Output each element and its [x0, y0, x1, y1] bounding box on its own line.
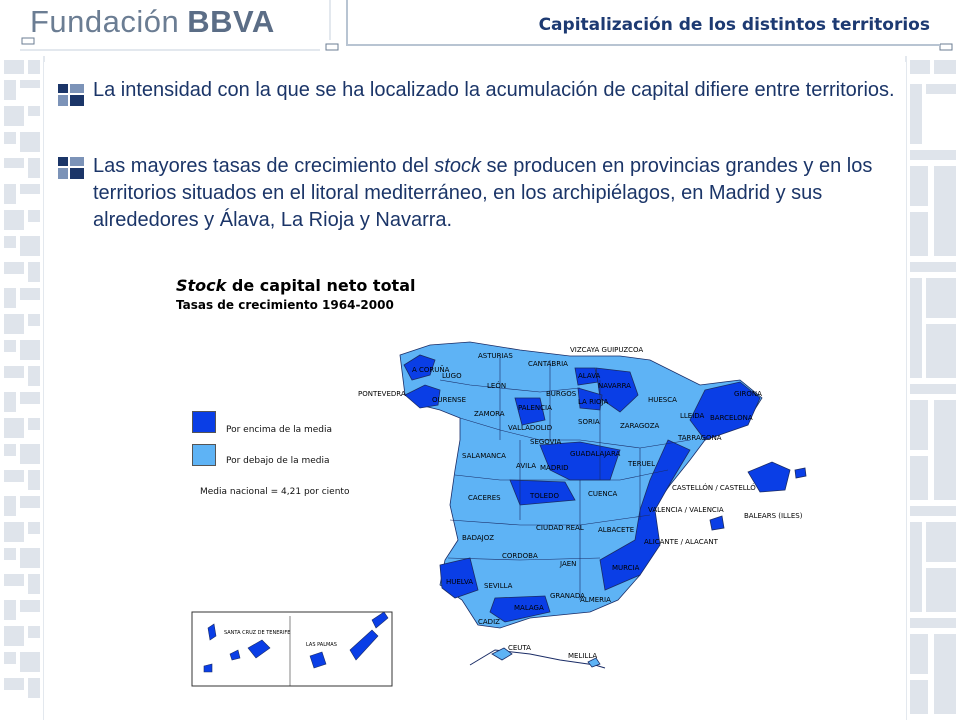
label-malaga: MALAGA [514, 604, 544, 612]
label-caceres: CACERES [468, 494, 501, 502]
label-lleida: LLEIDA [680, 412, 705, 420]
island-la-palma [208, 624, 216, 640]
label-zamora: ZAMORA [474, 410, 505, 418]
label-zaragoza: ZARAGOZA [620, 422, 660, 430]
label-alava: ALAVA [578, 372, 601, 380]
label-huesca: HUESCA [648, 396, 677, 404]
bullet-text-1: La intensidad con la que se ha localizado la acumulación de capital difiere entre territorios. [93, 79, 895, 101]
label-valencia: VALENCIA / VALENCIA [648, 506, 724, 514]
bullet-text-2-before: Las mayores tasas de crecimiento del [93, 155, 435, 177]
label-albacete: ALBACETE [598, 526, 635, 534]
island-ibiza [710, 516, 724, 530]
label-lugo: LUGO [442, 372, 462, 380]
label-la-rioja: LA RIOJA [578, 398, 609, 406]
island-tenerife [248, 640, 270, 658]
label-sevilla: SEVILLA [484, 582, 513, 590]
label-vizcaya: VIZCAYA GUIPUZCOA [570, 346, 644, 354]
legend-label-below: Por debajo de la media [226, 456, 330, 466]
label-tenerife: SANTA CRUZ DE TENERIFE [224, 630, 291, 636]
label-burgos: BURGOS [546, 390, 577, 398]
label-soria: SORIA [578, 418, 600, 426]
label-avila: AVILA [516, 462, 537, 470]
label-huelva: HUELVA [446, 578, 474, 586]
label-ourense: OURENSE [432, 396, 467, 404]
label-cantabria: CANTABRIA [528, 360, 568, 368]
label-almeria: ALMERIA [580, 596, 611, 604]
label-segovia: SEGOVIA [530, 438, 562, 446]
label-jaen: JAEN [560, 560, 577, 568]
label-las-palmas: LAS PALMAS [306, 642, 337, 648]
label-alicante: ALICANTE / ALACANT [644, 538, 718, 546]
label-ciudad-real: CIUDAD REAL [536, 524, 584, 532]
label-baleares: BALEARS (ILLES) [744, 512, 803, 520]
label-toledo: TOLEDO [530, 492, 560, 500]
label-palencia: PALENCIA [518, 404, 552, 412]
label-barcelona: BARCELONA [710, 414, 753, 422]
label-cadiz: CADIZ [478, 618, 500, 626]
label-valladolid: VALLADOLID [508, 424, 553, 432]
label-asturias: ASTURIAS [478, 352, 513, 360]
label-badajoz: BADAJOZ [462, 534, 495, 542]
label-salamanca: SALAMANCA [462, 452, 506, 460]
label-coruna: A CORUÑA [412, 366, 450, 374]
legend-label-above: Por encima de la media [226, 425, 333, 435]
legend-national-mean: Media nacional = 4,21 por ciento [200, 487, 350, 497]
label-murcia: MURCIA [612, 564, 640, 572]
bullet-text-2-after: se producen en provincias grandes y en los territorios situados en el litoral mediterráneo, en los archipiélagos, en Madrid y sus alrededores y Álava, La Rioja y Navarra. [93, 155, 873, 231]
logo-prefix: Fundación [30, 4, 180, 39]
island-gran-canaria [310, 652, 326, 668]
island-gomera [230, 650, 240, 660]
label-teruel: TERUEL [628, 460, 656, 468]
label-leon: LEÓN [487, 382, 507, 390]
island-menorca [795, 468, 806, 478]
label-madrid: MADRID [540, 464, 569, 472]
label-pontevedra: PONTEVEDRA [358, 390, 406, 398]
map-title-rest: de capital neto total [226, 276, 416, 295]
label-castellon: CASTELLÓN / CASTELLÓ [672, 484, 756, 492]
slide-title: Capitalización de los distintos territorios [538, 15, 930, 35]
island-lanzarote [372, 612, 388, 628]
label-cuenca: CUENCA [588, 490, 618, 498]
label-girona: GIRONA [734, 390, 762, 398]
logo-brand: BBVA [187, 4, 275, 39]
label-ceuta: CEUTA [508, 644, 531, 652]
label-navarra: NAVARRA [598, 382, 631, 390]
label-guadalajara: GUADALAJARA [570, 450, 621, 458]
label-melilla: MELILLA [568, 652, 598, 660]
label-cordoba: CORDOBA [502, 552, 538, 560]
island-fuerteventura [350, 630, 378, 660]
map-title-italic: Stock [176, 276, 227, 295]
label-tarragona: TARRAGONA [678, 434, 722, 442]
island-hierro [204, 664, 212, 672]
bullet-text-2-italic: stock [434, 155, 481, 177]
map-subtitle: Tasas de crecimiento 1964-2000 [176, 298, 394, 312]
label-granada: GRANADA [550, 592, 585, 600]
